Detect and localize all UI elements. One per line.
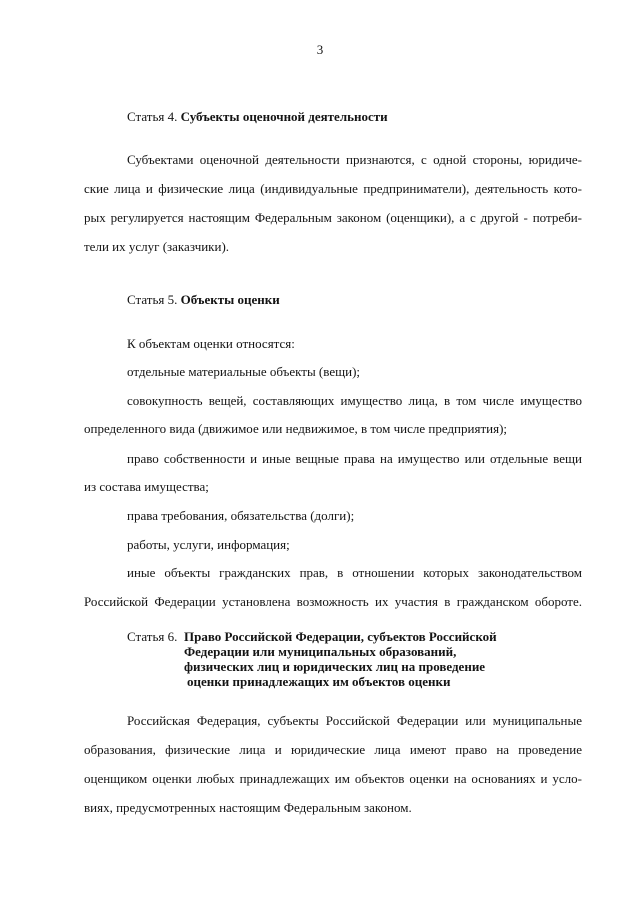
- article-5-line: права требования, обязательства (долги);: [127, 508, 355, 523]
- article-6-title-line: физических лиц и юридических лиц на проведение: [184, 659, 486, 674]
- article-4-paragraph-line: рых регулируется настоящим Федеральным законом (оценщики), а с другой - потреби-: [84, 210, 582, 225]
- article-5-line: определенного вида (движимое или недвижимое, в том числе предприятия);: [84, 421, 508, 436]
- article-4-title: Субъекты оценочной деятельности: [180, 109, 388, 124]
- article-6-title-line: оценки принадлежащих им объектов оценки: [187, 674, 451, 689]
- article-4-paragraph-line: ские лица и физические лица (индивидуальные предприниматели), деятельность кото-: [84, 181, 582, 196]
- article-5-line: право собственности и иные вещные права на имущество или отдельные вещи: [127, 451, 582, 466]
- article-5-title: Объекты оценки: [180, 292, 280, 307]
- article-5-line: К объектам оценки относятся:: [127, 336, 295, 351]
- article-6-paragraph-line: виях, предусмотренных настоящим Федеральным законом.: [84, 800, 412, 815]
- article-6-title-line: Право Российской Федерации, субъектов Российской: [184, 629, 497, 644]
- article-6-prefix: Статья 6.: [127, 629, 178, 644]
- article-6-title-line: Федерации или муниципальных образований,: [184, 644, 457, 659]
- article-5-line: из состава имущества;: [84, 479, 209, 494]
- article-4-paragraph-line: тели их услуг (заказчики).: [84, 239, 230, 254]
- article-5-line: работы, услуги, информация;: [127, 537, 290, 552]
- article-5-line: совокупность вещей, составляющих имущество лица, в том числе имущество: [127, 393, 582, 408]
- article-5-prefix: Статья 5.: [127, 292, 178, 307]
- article-5-line: отдельные материальные объекты (вещи);: [127, 364, 361, 379]
- article-6-paragraph-line: образования, физические лица и юридические лица имеют право на проведение: [84, 742, 582, 757]
- article-5-line: иные объекты гражданских прав, в отношении которых законодательством: [127, 565, 582, 580]
- article-5-heading: [127, 292, 280, 308]
- page-number: 3: [316, 42, 324, 57]
- article-5-line: Российской Федерации установлена возможность их участия в гражданском обороте.: [84, 594, 582, 609]
- article-4-heading: [127, 109, 388, 125]
- article-4-paragraph-line: Субъектами оценочной деятельности признаются, с одной стороны, юридиче-: [127, 152, 582, 167]
- article-4-prefix: Статья 4.: [127, 109, 178, 124]
- article-6-paragraph-line: Российская Федерация, субъекты Российской Федерации или муниципальные: [127, 713, 582, 728]
- article-6-paragraph-line: оценщиком оценки любых принадлежащих им объектов оценки на основаниях и усло-: [84, 771, 582, 786]
